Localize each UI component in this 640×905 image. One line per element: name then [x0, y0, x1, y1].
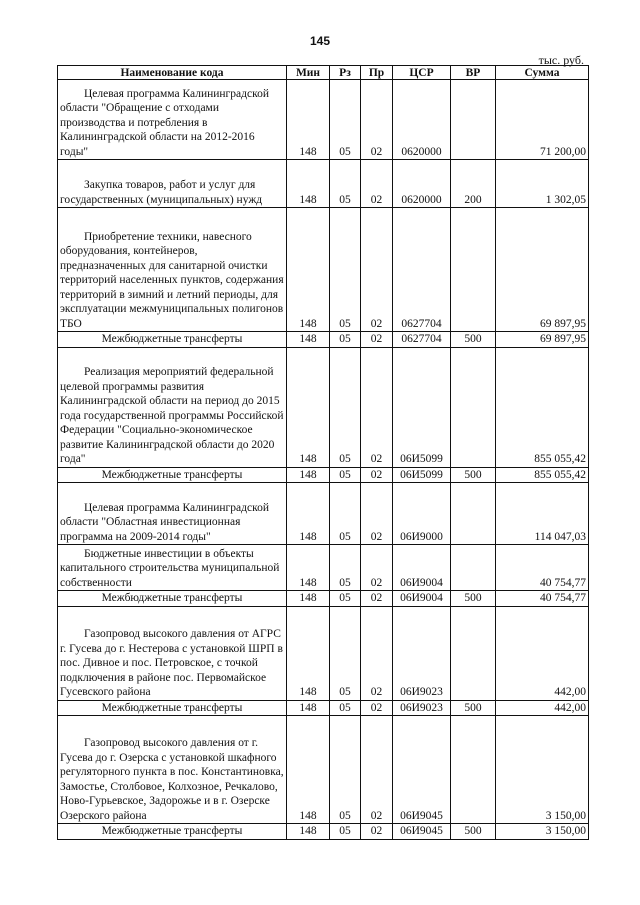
row-rz: 05 — [330, 347, 361, 467]
row-rz: 05 — [330, 208, 361, 332]
col-header-min: Мин — [287, 66, 330, 80]
row-vr: 500 — [451, 591, 496, 607]
row-pr: 02 — [361, 591, 393, 607]
table-row — [58, 347, 589, 467]
row-name: Приобретение техники, навесного оборудования, контейнеров, предназначенных для санитарной очистки территорий населенных пунктов, содержания территорий в зимний и летний периоды, для эксплуатации межмуниципальных полигонов ТБО — [58, 208, 287, 332]
row-name: Целевая программа Калининградской области "Областная инвестиционная программа на 2009-2014 годы" — [58, 483, 287, 545]
table-row — [58, 208, 589, 332]
row-min: 148 — [287, 824, 330, 840]
row-sum: 114 047,03 — [496, 483, 589, 545]
row-vr — [451, 606, 496, 700]
row-vr — [451, 545, 496, 591]
row-rz: 05 — [330, 824, 361, 840]
row-csr: 06И5099 — [393, 347, 451, 467]
table-row — [58, 483, 589, 545]
col-header-pr: Пр — [361, 66, 393, 80]
row-rz: 05 — [330, 545, 361, 591]
row-sum: 442,00 — [496, 700, 589, 716]
row-sum: 69 897,95 — [496, 208, 589, 332]
row-csr: 0627704 — [393, 332, 451, 348]
row-sum: 40 754,77 — [496, 545, 589, 591]
row-rz: 05 — [330, 332, 361, 348]
row-rz: 05 — [330, 716, 361, 824]
row-min: 148 — [287, 716, 330, 824]
row-min: 148 — [287, 483, 330, 545]
row-name: Межбюджетные трансферты — [58, 824, 287, 840]
table-row — [58, 545, 589, 591]
row-vr: 500 — [451, 700, 496, 716]
row-pr: 02 — [361, 347, 393, 467]
table-row — [58, 467, 589, 483]
row-vr: 200 — [451, 160, 496, 208]
row-name: Межбюджетные трансферты — [58, 467, 287, 483]
row-vr: 500 — [451, 467, 496, 483]
row-pr: 02 — [361, 700, 393, 716]
row-rz: 05 — [330, 467, 361, 483]
row-min: 148 — [287, 700, 330, 716]
row-csr: 06И9023 — [393, 606, 451, 700]
col-header-vr: ВР — [451, 66, 496, 80]
row-min: 148 — [287, 606, 330, 700]
row-pr: 02 — [361, 80, 393, 160]
row-sum: 71 200,00 — [496, 80, 589, 160]
table-row — [58, 80, 589, 160]
row-sum: 855 055,42 — [496, 467, 589, 483]
row-min: 148 — [287, 347, 330, 467]
row-min: 148 — [287, 208, 330, 332]
row-name: Закупка товаров, работ и услуг для государственных (муниципальных) нужд — [58, 160, 287, 208]
row-sum: 855 055,42 — [496, 347, 589, 467]
row-vr: 500 — [451, 824, 496, 840]
row-csr: 06И9000 — [393, 483, 451, 545]
row-csr: 06И5099 — [393, 467, 451, 483]
col-header-csr: ЦСР — [393, 66, 451, 80]
row-rz: 05 — [330, 483, 361, 545]
header-row — [58, 66, 589, 80]
table-row — [58, 824, 589, 840]
col-header-sum: Сумма — [496, 66, 589, 80]
row-sum: 442,00 — [496, 606, 589, 700]
row-pr: 02 — [361, 606, 393, 700]
row-pr: 02 — [361, 160, 393, 208]
row-name: Бюджетные инвестиции в объекты капитального строительства муниципальной собственности — [58, 545, 287, 591]
row-sum: 69 897,95 — [496, 332, 589, 348]
col-header-rz: Рз — [330, 66, 361, 80]
row-vr — [451, 347, 496, 467]
row-csr: 06И9045 — [393, 716, 451, 824]
row-vr — [451, 208, 496, 332]
row-min: 148 — [287, 545, 330, 591]
row-pr: 02 — [361, 332, 393, 348]
row-csr: 0620000 — [393, 80, 451, 160]
row-name: Газопровод высокого давления от АГРС г. Гусева до г. Нестерова с установкой ШРП в пос. Дивное и пос. Петровское, с точкой подключения в районе пос. Первомайское Гусевского района — [58, 606, 287, 700]
col-header-name: Наименование кода — [58, 66, 287, 80]
table-row — [58, 160, 589, 208]
row-rz: 05 — [330, 700, 361, 716]
row-name: Целевая программа Калининградской области "Обращение с отходами производства и потребления в Калининградской области на 2012-2016 годы" — [58, 80, 287, 160]
budget-table — [57, 65, 589, 840]
row-csr: 0627704 — [393, 208, 451, 332]
row-vr: 500 — [451, 332, 496, 348]
table-row — [58, 591, 589, 607]
row-min: 148 — [287, 467, 330, 483]
table-row — [58, 332, 589, 348]
row-pr: 02 — [361, 545, 393, 591]
page-number: 145 — [309, 34, 331, 48]
row-min: 148 — [287, 332, 330, 348]
table-row — [58, 700, 589, 716]
row-csr: 06И9023 — [393, 700, 451, 716]
row-sum: 3 150,00 — [496, 824, 589, 840]
row-csr: 06И9004 — [393, 545, 451, 591]
row-csr: 06И9045 — [393, 824, 451, 840]
row-min: 148 — [287, 591, 330, 607]
row-rz: 05 — [330, 591, 361, 607]
row-name: Газопровод высокого давления от г. Гусева до г. Озерска с установкой шкафного регуляторного пункта в пос. Константиновка, Замостье, Столбовое, Колхозное, Речкалово, Ново-Гурьевское, Задорожье и в г. Озерске Озерского района — [58, 716, 287, 824]
row-vr — [451, 716, 496, 824]
row-pr: 02 — [361, 716, 393, 824]
table-row — [58, 716, 589, 824]
row-rz: 05 — [330, 80, 361, 160]
row-rz: 05 — [330, 606, 361, 700]
row-vr — [451, 80, 496, 160]
row-min: 148 — [287, 80, 330, 160]
row-csr: 06И9004 — [393, 591, 451, 607]
row-name: Межбюджетные трансферты — [58, 332, 287, 348]
row-pr: 02 — [361, 467, 393, 483]
units-label: тыс. руб. — [538, 53, 584, 67]
row-sum: 1 302,05 — [496, 160, 589, 208]
row-sum: 3 150,00 — [496, 716, 589, 824]
row-rz: 05 — [330, 160, 361, 208]
row-pr: 02 — [361, 824, 393, 840]
row-csr: 0620000 — [393, 160, 451, 208]
row-name: Межбюджетные трансферты — [58, 591, 287, 607]
table-row — [58, 606, 589, 700]
row-name: Реализация мероприятий федеральной целевой программы развития Калининградской области на период до 2015 года государственной программы Российской Федерации "Социально-экономическое развитие Калининградской области до 2020 года" — [58, 347, 287, 467]
row-pr: 02 — [361, 483, 393, 545]
row-name: Межбюджетные трансферты — [58, 700, 287, 716]
row-pr: 02 — [361, 208, 393, 332]
row-vr — [451, 483, 496, 545]
row-sum: 40 754,77 — [496, 591, 589, 607]
row-min: 148 — [287, 160, 330, 208]
